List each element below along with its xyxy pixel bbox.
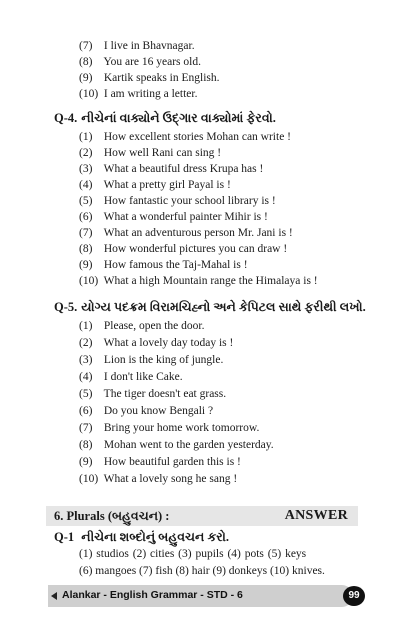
list-item: (7) What an adventurous person Mr. Jani is ! [79, 227, 293, 239]
question-heading: Q-1 નીચેના શબ્દોનું બહુવચન કરો. [54, 530, 229, 544]
list-item: (3) What a beautiful dress Krupa has ! [79, 163, 264, 175]
page-number-badge: 99 [343, 586, 365, 606]
question-heading: Q-5. યોગ્ય પદક્રમ વિરામચિહ્નો અને કેપિટલ સાથે ફરીથી લખો. [54, 300, 366, 314]
list-item: (9) Kartik speaks in English. [79, 72, 220, 84]
list-item: (9) How famous the Taj-Mahal is ! [79, 259, 248, 271]
list-item: (6) What a wonderful painter Mihir is ! [79, 211, 268, 223]
list-item: (4) I don't like Cake. [79, 371, 183, 383]
answer-label: ANSWER [284, 508, 348, 523]
list-item: (5) The tiger doesn't eat grass. [79, 388, 227, 400]
footer-title: Alankar - English Grammar - STD - 6 [62, 589, 243, 601]
list-item: (7) I live in Bhavnagar. [79, 40, 195, 52]
list-item: (9) How beautiful garden this is ! [79, 456, 241, 468]
list-item: (2) How well Rani can sing ! [79, 147, 222, 159]
answer-row: (6) mangoes (7) fish (8) hair (9) donkeys (10) knives. [79, 565, 325, 577]
answer-row: (1) studios (2) cities (3) pupils (4) pots (5) keys [79, 548, 307, 560]
section-heading-bar [46, 506, 358, 526]
arrow-left-icon [51, 592, 57, 600]
list-item: (10) What a lovely song he sang ! [79, 473, 238, 485]
list-item: (6) Do you know Bengali ? [79, 405, 214, 417]
section-title: 6. Plurals (બહુવચન) : [54, 509, 170, 523]
list-item: (1) Please, open the door. [79, 320, 205, 332]
list-item: (10) I am writing a letter. [79, 88, 198, 100]
list-item: (1) How excellent stories Mohan can write ! [79, 131, 292, 143]
list-item: (8) You are 16 years old. [79, 56, 201, 68]
list-item: (2) What a lovely day today is ! [79, 337, 234, 349]
list-item: (8) Mohan went to the garden yesterday. [79, 439, 274, 451]
question-heading: Q-4. નીચેનાં વાક્યોને ઉદ્ગાર વાક્યોમાં ફેરવો. [54, 111, 276, 125]
footer-bar [48, 585, 353, 607]
list-item: (4) What a pretty girl Payal is ! [79, 179, 231, 191]
list-item: (3) Lion is the king of jungle. [79, 354, 224, 366]
list-item: (8) How wonderful pictures you can draw ! [79, 243, 288, 255]
list-item: (5) How fantastic your school library is ! [79, 195, 276, 207]
list-item: (7) Bring your home work tomorrow. [79, 422, 260, 434]
list-item: (10) What a high Mountain range the Himalaya is ! [79, 275, 318, 287]
